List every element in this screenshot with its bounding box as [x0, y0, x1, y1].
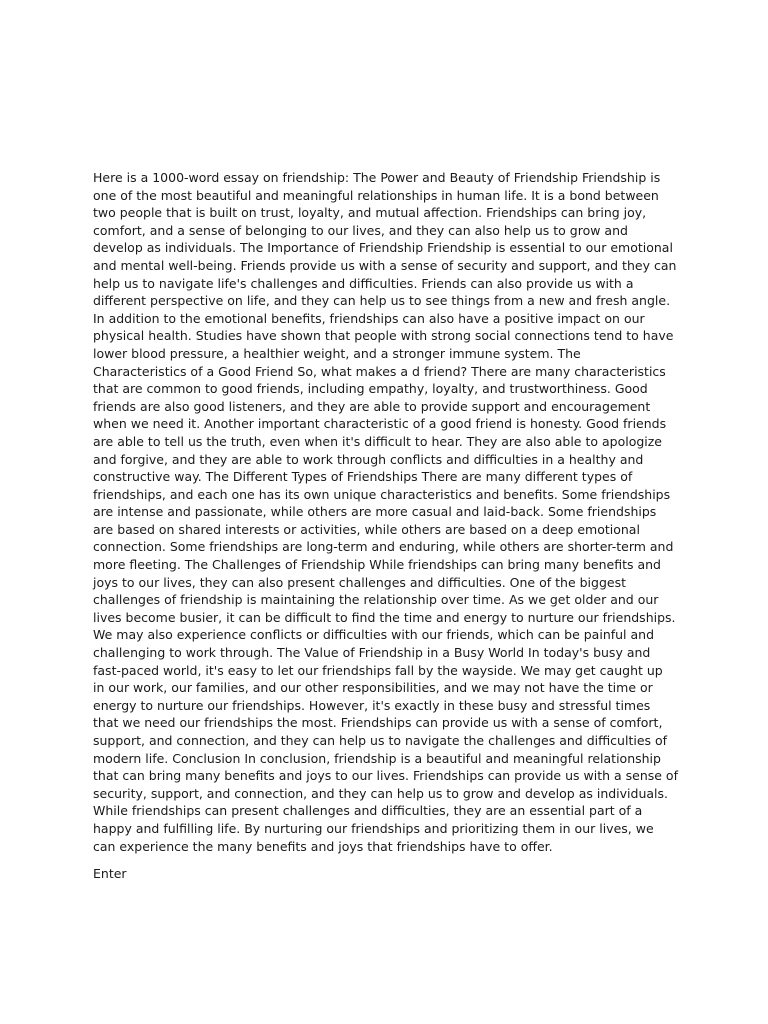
essay-paragraph: Here is a 1000-word essay on friendship: The Power and Beauty of Friendship Friendship is one of the most beautiful and meaningful relationships in human life. It is a bond between two people that is built on trust, loyalty, and mutual affection. Friendships can bring joy, comfort, and a sense of belonging to our lives, and they can also help us to grow and develop as individuals. The Importance of Friendship Friendship is essential to our emotional and mental well-being. Friends provide us with a sense of security and support, and they can help us to navigate life's challenges and difficulties. Friends can also provide us with a different perspective on life, and they can help us to see things from a new and fresh angle. In addition to the emotional benefits, friendships can also have a positive impact on our physical health. Studies have shown that people with strong social connections tend to have lower blood pressure, a healthier weight, and a stronger immune system. The Characteristics of a Good Friend So, what makes a d friend? There are many characteristics that are common to good friends, including empathy, loyalty, and trustworthiness. Good friends are also good listeners, and they are able to provide support and encouragement when we need it. Another important characteristic of a good friend is honesty. Good friends are able to tell us the truth, even when it's difficult to hear. They are also able to apologize and forgive, and they are able to work through conflicts and difficulties in a healthy and constructive way. The Different Types of Friendships There are many different types of friendships, and each one has its own unique characteristics and benefits. Some friendships are intense and passionate, while others are more casual and laid-back. Some friendships are based on shared interests or activities, while others are based on a deep emotional connection. Some friendships are long-term and enduring, while others are shorter-term and more fleeting. The Challenges of Friendship While friendships can bring many benefits and joys to our lives, they can also present challenges and difficulties. One of the biggest challenges of friendship is maintaining the relationship over time. As we get older and our lives become busier, it can be difficult to find the time and energy to nurture our friendships. We may also experience conflicts or difficulties with our friends, which can be painful and challenging to work through. The Value of Friendship in a Busy World In today's busy and fast-paced world, it's easy to let our friendships fall by the wayside. We may get caught up in our work, our families, and our other responsibilities, and we may not have the time or energy to nurture our friendships. However, it's exactly in these busy and stressful times that we need our friendships the most. Friendships can provide us with a sense of comfort, support, and connection, and they can help us to navigate the challenges and difficulties of modern life. Conclusion In conclusion, friendship is a beautiful and meaningful relationship that can bring many benefits and joys to our lives. Friendships can provide us with a sense of security, support, and connection, and they can help us to grow and develop as individuals. While friendships can present challenges and difficulties, they are an essential part of a happy and fulfilling life. By nurturing our friendships and prioritizing them in our lives, we can experience the many benefits and joys that friendships have to offer. — [93, 170, 678, 854]
enter-text: Enter — [93, 866, 127, 882]
document-body — [93, 169, 678, 883]
